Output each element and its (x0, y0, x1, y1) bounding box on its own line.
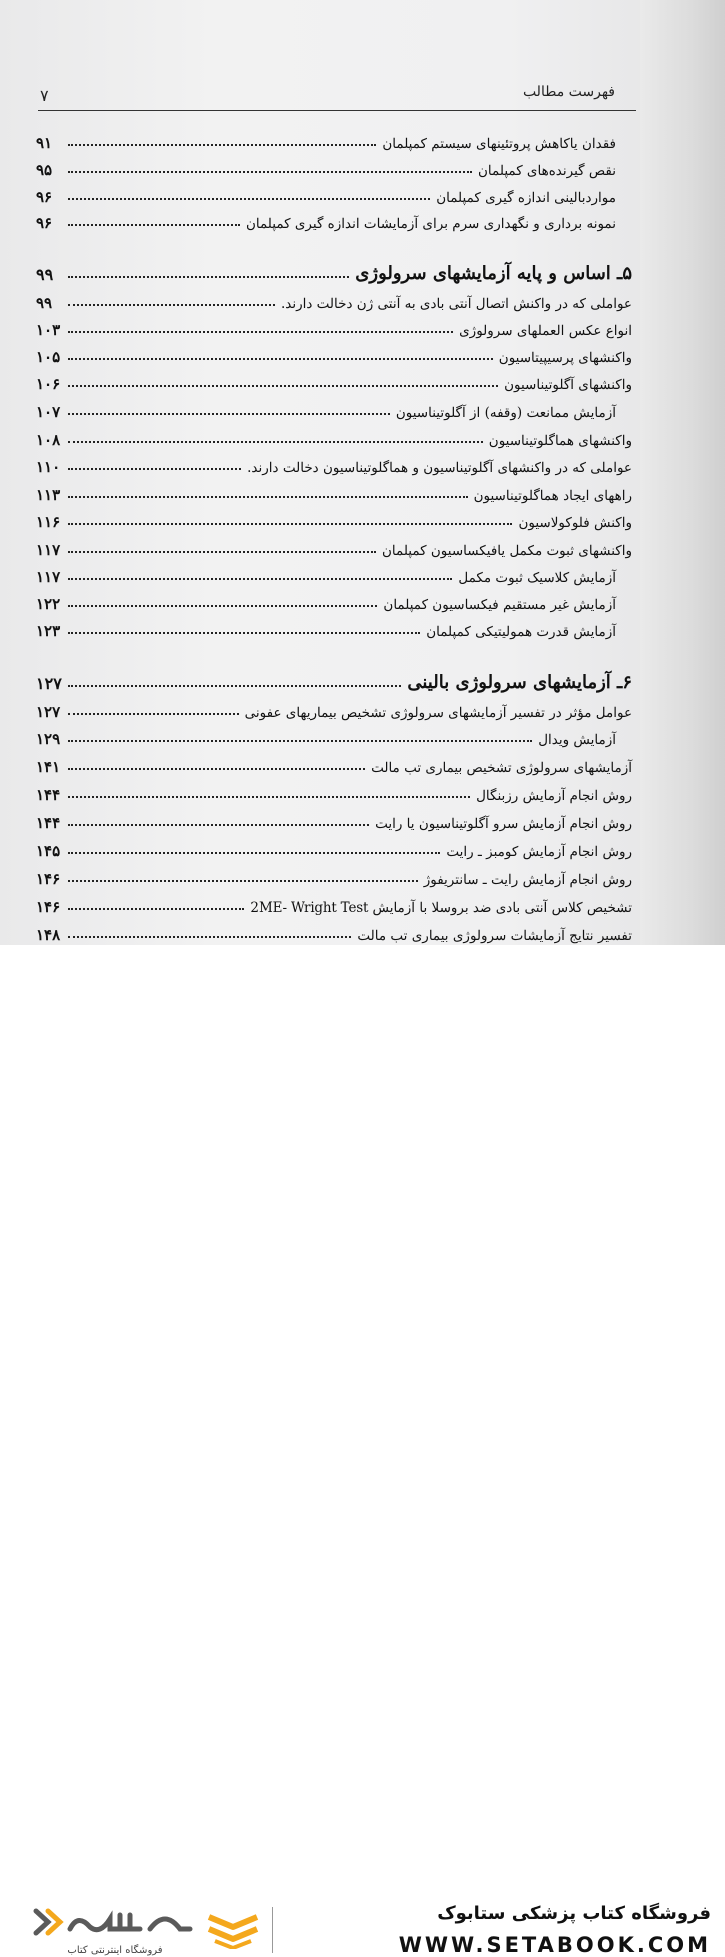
toc-entry-title: واکنشهای پرسیپیتاسیون (498, 350, 632, 366)
toc-entry-page: ۹۶ (36, 214, 53, 232)
toc-entry-title: تشخیص کلاس آنتی بادی ضد بروسلا با آزمایش 2ME- Wright Test (250, 900, 632, 916)
toc-entry-page: ۱۰۵ (36, 348, 61, 366)
toc-entry-page: ۱۰۸ (36, 431, 61, 449)
dot-leader (68, 276, 349, 278)
toc-entry-row (36, 367, 632, 393)
toc-entry-page: ۱۲۳ (36, 622, 61, 640)
store-name: فروشگاه کتاب پزشکی ستابوک (437, 1903, 711, 1924)
toc-entry-title: روش انجام آزمایش کومبز ـ رایت (446, 844, 632, 860)
toc-entry-title: ۶ـ آزمایشهای سرولوژی بالینی (407, 672, 632, 693)
toc-entry-row (36, 862, 632, 888)
dot-leader (68, 605, 377, 607)
toc-entry-row (36, 533, 632, 559)
toc-entry-page: ۱۲۷ (36, 703, 61, 721)
toc-entry-page: ۹۱ (36, 134, 53, 152)
toc-entry-page: ۱۲۷ (36, 674, 62, 693)
toc-entry-page: ۱۴۸ (36, 926, 61, 944)
dot-leader (68, 632, 420, 634)
toc-entry-row (36, 806, 632, 832)
dot-leader (68, 740, 532, 742)
toc-entry-page: ۱۱۷ (36, 541, 61, 559)
toc-chapter-row (36, 258, 632, 284)
toc-entry-page: ۱۱۷ (36, 568, 61, 586)
dot-leader (68, 713, 239, 715)
toc-entry-page: ۹۶ (36, 188, 53, 206)
toc-entry-row (36, 180, 616, 206)
toc-entry-row (36, 286, 632, 312)
dot-leader (68, 441, 483, 443)
toc-entry-page: ۱۴۶ (36, 898, 61, 916)
toc-entry-title: مواردبالینی اندازه گیری کمپلمان (436, 190, 616, 206)
toc-entry-title: روش انجام آزمایش رایت ـ سانتریفوژ (423, 872, 632, 888)
store-url[interactable]: WWW.SETABOOK.COM (398, 1933, 711, 1957)
page-number: ۷ (40, 86, 49, 105)
toc-entry-title: عواملی که در واکنش اتصال آنتی بادی به آنتی ژن دخالت دارند. (280, 296, 632, 312)
dot-leader (68, 385, 498, 387)
toc-entry-page: ۱۰۶ (36, 375, 61, 393)
dot-leader (68, 198, 430, 200)
book-page (0, 0, 725, 945)
toc-entry-page: ۱۴۴ (36, 786, 61, 804)
toc-entry-page: ۹۹ (36, 294, 53, 312)
dot-leader (68, 413, 390, 415)
toc-entry-page: ۹۹ (36, 265, 54, 284)
dot-leader (68, 551, 376, 553)
toc-entry-row (36, 918, 632, 944)
toc-entry-title: نمونه برداری و نگهداری سرم برای آزمایشات اندازه گیری کمپلمان (245, 216, 616, 232)
dot-leader (68, 496, 468, 498)
toc-entry-row (36, 206, 616, 232)
toc-entry-title: فقدان یاکاهش پروتئینهای سیستم کمپلمان (382, 136, 616, 152)
toc-entry-title: آزمایش قدرت همولیتیکی کمپلمان (426, 624, 616, 640)
toc-entry-row (36, 153, 616, 179)
toc-entry-row (36, 313, 632, 339)
dot-leader (68, 578, 452, 580)
toc-entry-title: آزمایشهای سرولوژی تشخیص بیماری تب مالت (371, 760, 632, 776)
dot-leader (68, 144, 376, 146)
dot-leader (68, 171, 472, 173)
toc-entry-page: ۱۰۳ (36, 321, 61, 339)
dot-leader (68, 936, 351, 938)
toc-entry-row (36, 340, 632, 366)
toc-entry-page: ۱۲۲ (36, 595, 61, 613)
toc-entry-row (36, 505, 632, 531)
toc-entry-page: ۱۱۶ (36, 513, 61, 531)
toc-entry-row (36, 834, 632, 860)
dot-leader (68, 824, 369, 826)
toc-entry-row (36, 560, 616, 586)
toc-entry-title: واکنشهای ثبوت مکمل یافیکساسیون کمپلمان (381, 543, 632, 559)
toc-entry-page: ۹۵ (36, 161, 53, 179)
running-header-title: فهرست مطالب (522, 84, 615, 100)
header-divider (38, 110, 636, 111)
toc-entry-page: ۱۴۶ (36, 870, 61, 888)
toc-entry-title: انواع عکس العملهای سرولوژی (459, 323, 632, 339)
toc-entry-row (36, 750, 632, 776)
dot-leader (68, 358, 493, 360)
toc-entry-title: آزمایش کلاسیک ثبوت مکمل (458, 570, 616, 586)
toc-entry-page: ۱۰۷ (36, 403, 61, 421)
toc-entry-page: ۱۴۱ (36, 758, 61, 776)
dot-leader (68, 224, 240, 226)
dot-leader (68, 685, 401, 687)
toc-entry-row (36, 614, 616, 640)
toc-entry-page: ۱۴۵ (36, 842, 61, 860)
logo-subtitle: فروشگاه اینترنتی کتاب (67, 1945, 163, 1956)
toc-entry-title: واکنشهای آگلوتیناسیون (504, 377, 632, 393)
toc-entry-row (36, 450, 632, 476)
toc-entry-title: روش انجام آزمایش سرو آگلوتیناسیون یا رایت (375, 816, 632, 832)
toc-entry-row (36, 395, 616, 421)
toc-entry-title: آزمایش غیر مستقیم فیکساسیون کمپلمان (383, 597, 616, 613)
toc-entry-title: نقص گیرنده‌های کمپلمان (478, 163, 616, 179)
toc-entry-row (36, 478, 632, 504)
setabook-logo-wordmark (30, 1905, 195, 1939)
toc-entry-row (36, 722, 616, 748)
toc-entry-row (36, 587, 616, 613)
store-banner (0, 945, 725, 1957)
toc-entry-row (36, 890, 632, 916)
toc-entry-row (36, 126, 616, 152)
dot-leader (68, 880, 418, 882)
book-stack-icon (205, 1909, 261, 1949)
toc-entry-page: ۱۴۴ (36, 814, 61, 832)
dot-leader (68, 768, 365, 770)
toc-entry-title: واکنش فلوکولاسیون (518, 515, 632, 531)
dot-leader (68, 523, 512, 525)
dot-leader (68, 304, 275, 306)
toc-entry-row (36, 423, 632, 449)
toc-entry-page: ۱۲۹ (36, 730, 61, 748)
toc-entry-title: آزمایش ویدال (538, 732, 616, 748)
toc-chapter-row (36, 667, 632, 693)
toc-entry-title: عوامل مؤثر در تفسیر آزمایشهای سرولوژی تشخیص بیماریهای عفونی (244, 705, 632, 721)
toc-entry-row (36, 778, 632, 804)
dot-leader (68, 796, 470, 798)
toc-entry-page: ۱۱۰ (36, 458, 61, 476)
toc-entry-page: ۱۱۳ (36, 486, 61, 504)
toc-entry-title: راههای ایجاد هماگلوتیناسیون (473, 488, 632, 504)
toc-entry-title: روش انجام آزمایش رزبنگال (476, 788, 632, 804)
toc-entry-title: ۵ـ اساس و پایه آزمایشهای سرولوژی (355, 263, 632, 284)
dot-leader (68, 908, 244, 910)
toc-entry-title: آزمایش ممانعت (وقفه) از آگلوتیناسیون (395, 405, 616, 421)
toc-entry-title: واکنشهای هماگلوتیناسیون (488, 433, 632, 449)
dot-leader (68, 331, 453, 333)
dot-leader (68, 468, 241, 470)
dot-leader (68, 852, 440, 854)
toc-entry-title: عواملی که در واکنشهای آگلوتیناسیون و هماگلوتیناسیون دخالت دارند. (247, 460, 632, 476)
logo-divider (272, 1907, 273, 1953)
toc-entry-row (36, 695, 632, 721)
toc-entry-title: تفسیر نتایج آزمایشات سرولوژی بیماری تب مالت (357, 928, 632, 944)
